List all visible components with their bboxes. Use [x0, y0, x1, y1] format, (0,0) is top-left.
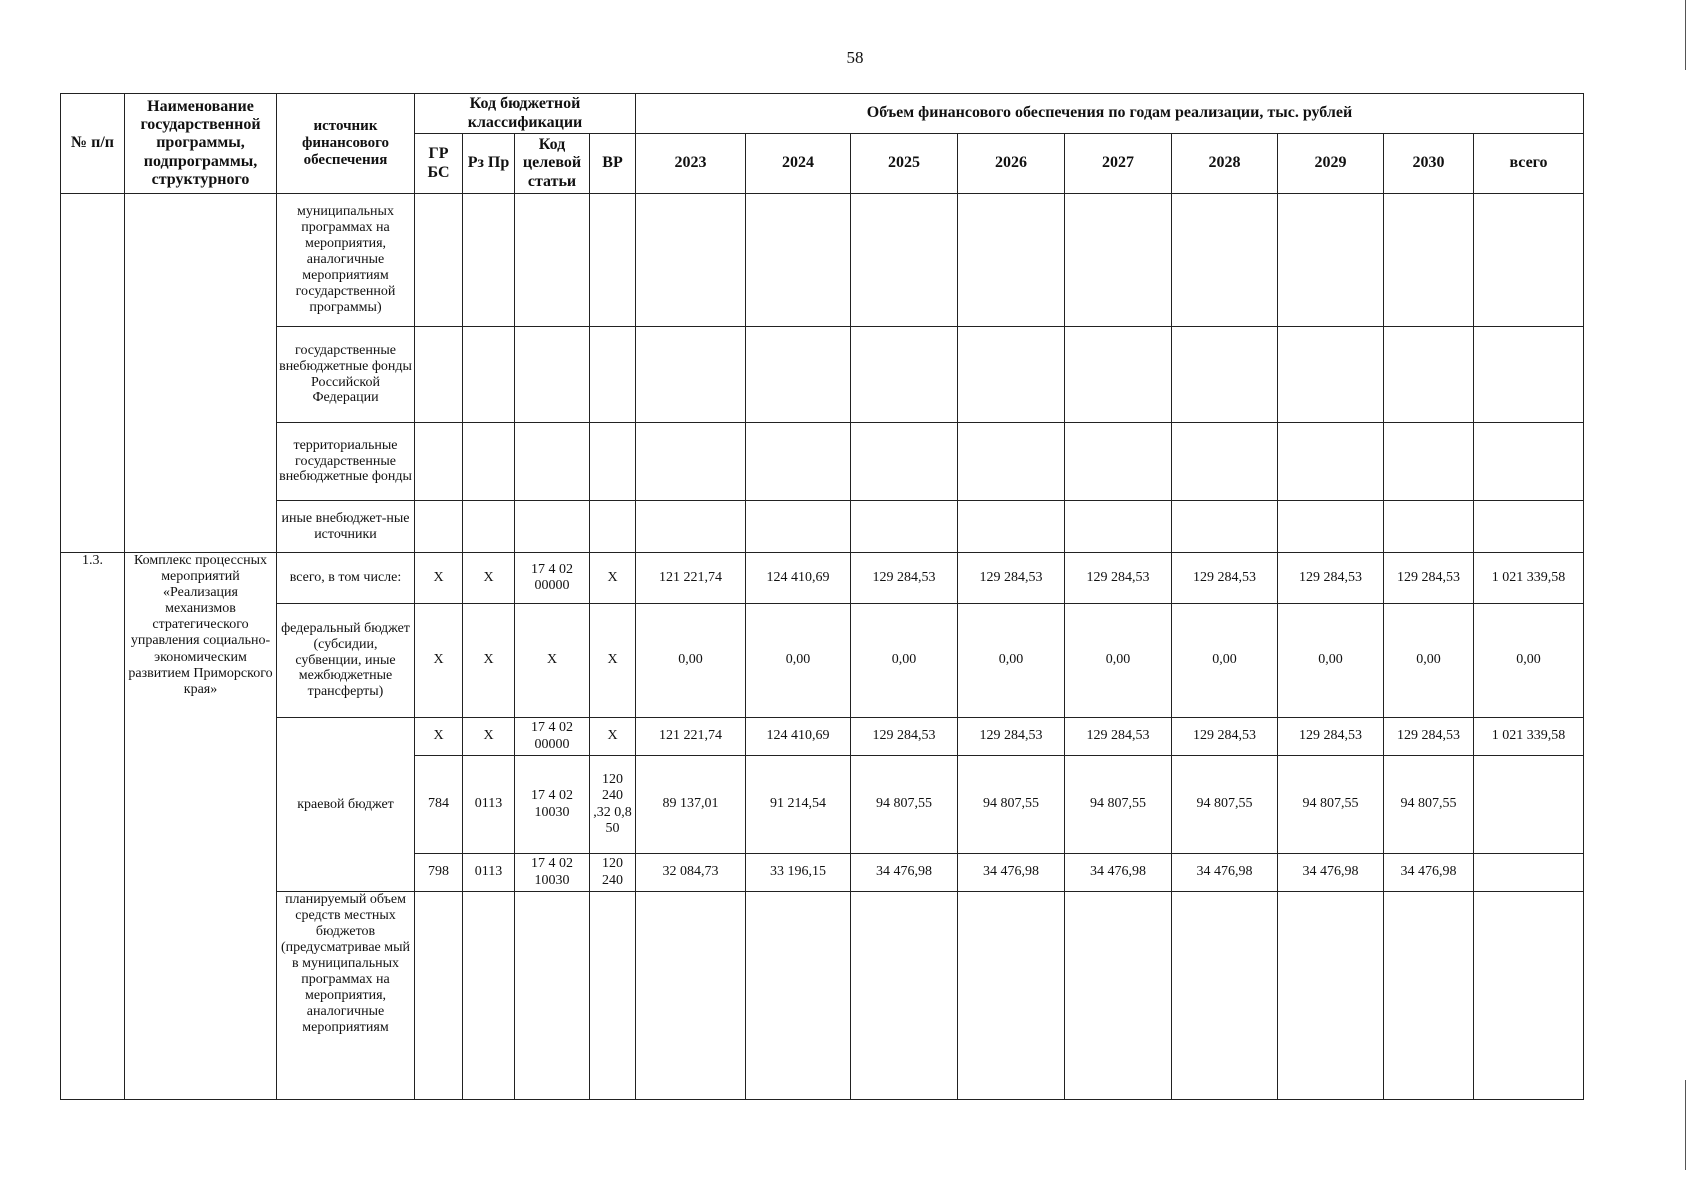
value-cell: 121 221,74: [636, 553, 746, 604]
rzpr-cell: X: [463, 553, 515, 604]
kcs-cell: 17 4 02 10030: [515, 756, 590, 854]
grbs-cell: 798: [415, 854, 463, 892]
kcs-cell: 17 4 02 10030: [515, 854, 590, 892]
total-cell: [1474, 854, 1584, 892]
value-cell: 91 214,54: [746, 756, 851, 854]
header-year: 2023: [636, 134, 746, 194]
value-cell: 34 476,98: [1065, 854, 1172, 892]
vr-cell: 120 240: [590, 854, 636, 892]
table-row: [61, 423, 1584, 501]
value-cell: 129 284,53: [958, 553, 1065, 604]
value-cell: 94 807,55: [851, 756, 958, 854]
value-cell: 0,00: [636, 604, 746, 718]
kcs-cell: 17 4 02 00000: [515, 553, 590, 604]
header-num: № п/п: [61, 94, 125, 194]
source-cell: краевой бюджет: [277, 718, 415, 892]
value-cell: 0,00: [958, 604, 1065, 718]
total-cell: 1 021 339,58: [1474, 553, 1584, 604]
value-cell: 89 137,01: [636, 756, 746, 854]
value-cell: 94 807,55: [1172, 756, 1278, 854]
value-cell: 129 284,53: [1065, 553, 1172, 604]
vr-cell: X: [590, 718, 636, 756]
value-cell: 0,00: [1065, 604, 1172, 718]
value-cell: 0,00: [1278, 604, 1384, 718]
value-cell: 32 084,73: [636, 854, 746, 892]
total-cell: 1 021 339,58: [1474, 718, 1584, 756]
source-cell: муниципальных программах на мероприятия, аналогичные мероприятиям государственной программы): [277, 194, 415, 327]
header-name: Наименование государственной программы, подпрограммы, структурного: [125, 94, 277, 194]
value-cell: 129 284,53: [1278, 553, 1384, 604]
source-cell: иные внебюджет-ные источники: [277, 501, 415, 553]
rzpr-cell: 0113: [463, 756, 515, 854]
header-year: 2027: [1065, 134, 1172, 194]
scan-edge-line: [1685, 0, 1686, 70]
value-cell: 121 221,74: [636, 718, 746, 756]
vr-cell: X: [590, 553, 636, 604]
header-volume: Объем финансового обеспечения по годам реализации, тыс. рублей: [636, 94, 1584, 134]
vr-cell: X: [590, 604, 636, 718]
rzpr-cell: X: [463, 604, 515, 718]
vr-cell: 120 240 ,32 0,8 50: [590, 756, 636, 854]
value-cell: 94 807,55: [1065, 756, 1172, 854]
value-cell: 0,00: [1384, 604, 1474, 718]
value-cell: 94 807,55: [1384, 756, 1474, 854]
header-year: 2029: [1278, 134, 1384, 194]
value-cell: 129 284,53: [1172, 718, 1278, 756]
header-kcs: Код целевой статьи: [515, 134, 590, 194]
value-cell: 34 476,98: [1278, 854, 1384, 892]
value-cell: 129 284,53: [958, 718, 1065, 756]
value-cell: 129 284,53: [1065, 718, 1172, 756]
table-row: [61, 501, 1584, 553]
item-num: 1.3.: [61, 553, 125, 1100]
kcs-cell: X: [515, 604, 590, 718]
value-cell: 34 476,98: [851, 854, 958, 892]
value-cell: 33 196,15: [746, 854, 851, 892]
header-year: 2025: [851, 134, 958, 194]
item-name: Комплекс процессных мероприятий «Реализация механизмов стратегического управления социально-экономическим развитием Приморского края»: [125, 553, 277, 1100]
source-cell: государственные внебюджетные фонды Российской Федерации: [277, 327, 415, 423]
table-row: [61, 327, 1584, 423]
value-cell: 34 476,98: [1172, 854, 1278, 892]
value-cell: 94 807,55: [958, 756, 1065, 854]
total-cell: 0,00: [1474, 604, 1584, 718]
rzpr-cell: X: [463, 718, 515, 756]
kcs-cell: 17 4 02 00000: [515, 718, 590, 756]
value-cell: 0,00: [1172, 604, 1278, 718]
header-total: всего: [1474, 134, 1584, 194]
table-row: [61, 194, 1584, 327]
value-cell: 34 476,98: [958, 854, 1065, 892]
source-cell: всего, в том числе:: [277, 553, 415, 604]
source-cell: федеральный бюджет (субсидии, субвенции, иные межбюджетные трансферты): [277, 604, 415, 718]
grbs-cell: X: [415, 553, 463, 604]
value-cell: 129 284,53: [1278, 718, 1384, 756]
table-row: [61, 604, 1584, 718]
page-number: 58: [846, 48, 864, 67]
header-year: 2024: [746, 134, 851, 194]
header-grbs: ГР БС: [415, 134, 463, 194]
header-rzpr: Рз Пр: [463, 134, 515, 194]
grbs-cell: X: [415, 604, 463, 718]
header-vr: ВР: [590, 134, 636, 194]
grbs-cell: 784: [415, 756, 463, 854]
name-cell: [125, 194, 277, 553]
grbs-cell: X: [415, 718, 463, 756]
value-cell: 0,00: [851, 604, 958, 718]
header-year: 2026: [958, 134, 1065, 194]
source-cell: планируемый объем средств местных бюджетов (предусматривае мый в муниципальных программах на мероприятия, аналогичные мероприятиям: [277, 892, 415, 1100]
table-row: [61, 553, 1584, 604]
value-cell: 129 284,53: [1172, 553, 1278, 604]
value-cell: 34 476,98: [1384, 854, 1474, 892]
header-budget-code: Код бюджетной классификации: [415, 94, 636, 134]
value-cell: 94 807,55: [1278, 756, 1384, 854]
value-cell: 129 284,53: [851, 553, 958, 604]
financing-table: [60, 93, 1584, 1100]
header-source: источник финансового обеспечения: [277, 94, 415, 194]
source-cell: территориальные государственные внебюджетные фонды: [277, 423, 415, 501]
value-cell: 129 284,53: [851, 718, 958, 756]
total-cell: [1474, 756, 1584, 854]
value-cell: 129 284,53: [1384, 718, 1474, 756]
value-cell: 124 410,69: [746, 718, 851, 756]
header-year: 2028: [1172, 134, 1278, 194]
num-cell: [61, 194, 125, 553]
rzpr-cell: 0113: [463, 854, 515, 892]
table-row: [61, 718, 1584, 756]
table-row: [61, 892, 1584, 1100]
scan-edge-line: [1685, 1080, 1686, 1170]
value-cell: 0,00: [746, 604, 851, 718]
value-cell: 129 284,53: [1384, 553, 1474, 604]
header-year: 2030: [1384, 134, 1474, 194]
value-cell: 124 410,69: [746, 553, 851, 604]
